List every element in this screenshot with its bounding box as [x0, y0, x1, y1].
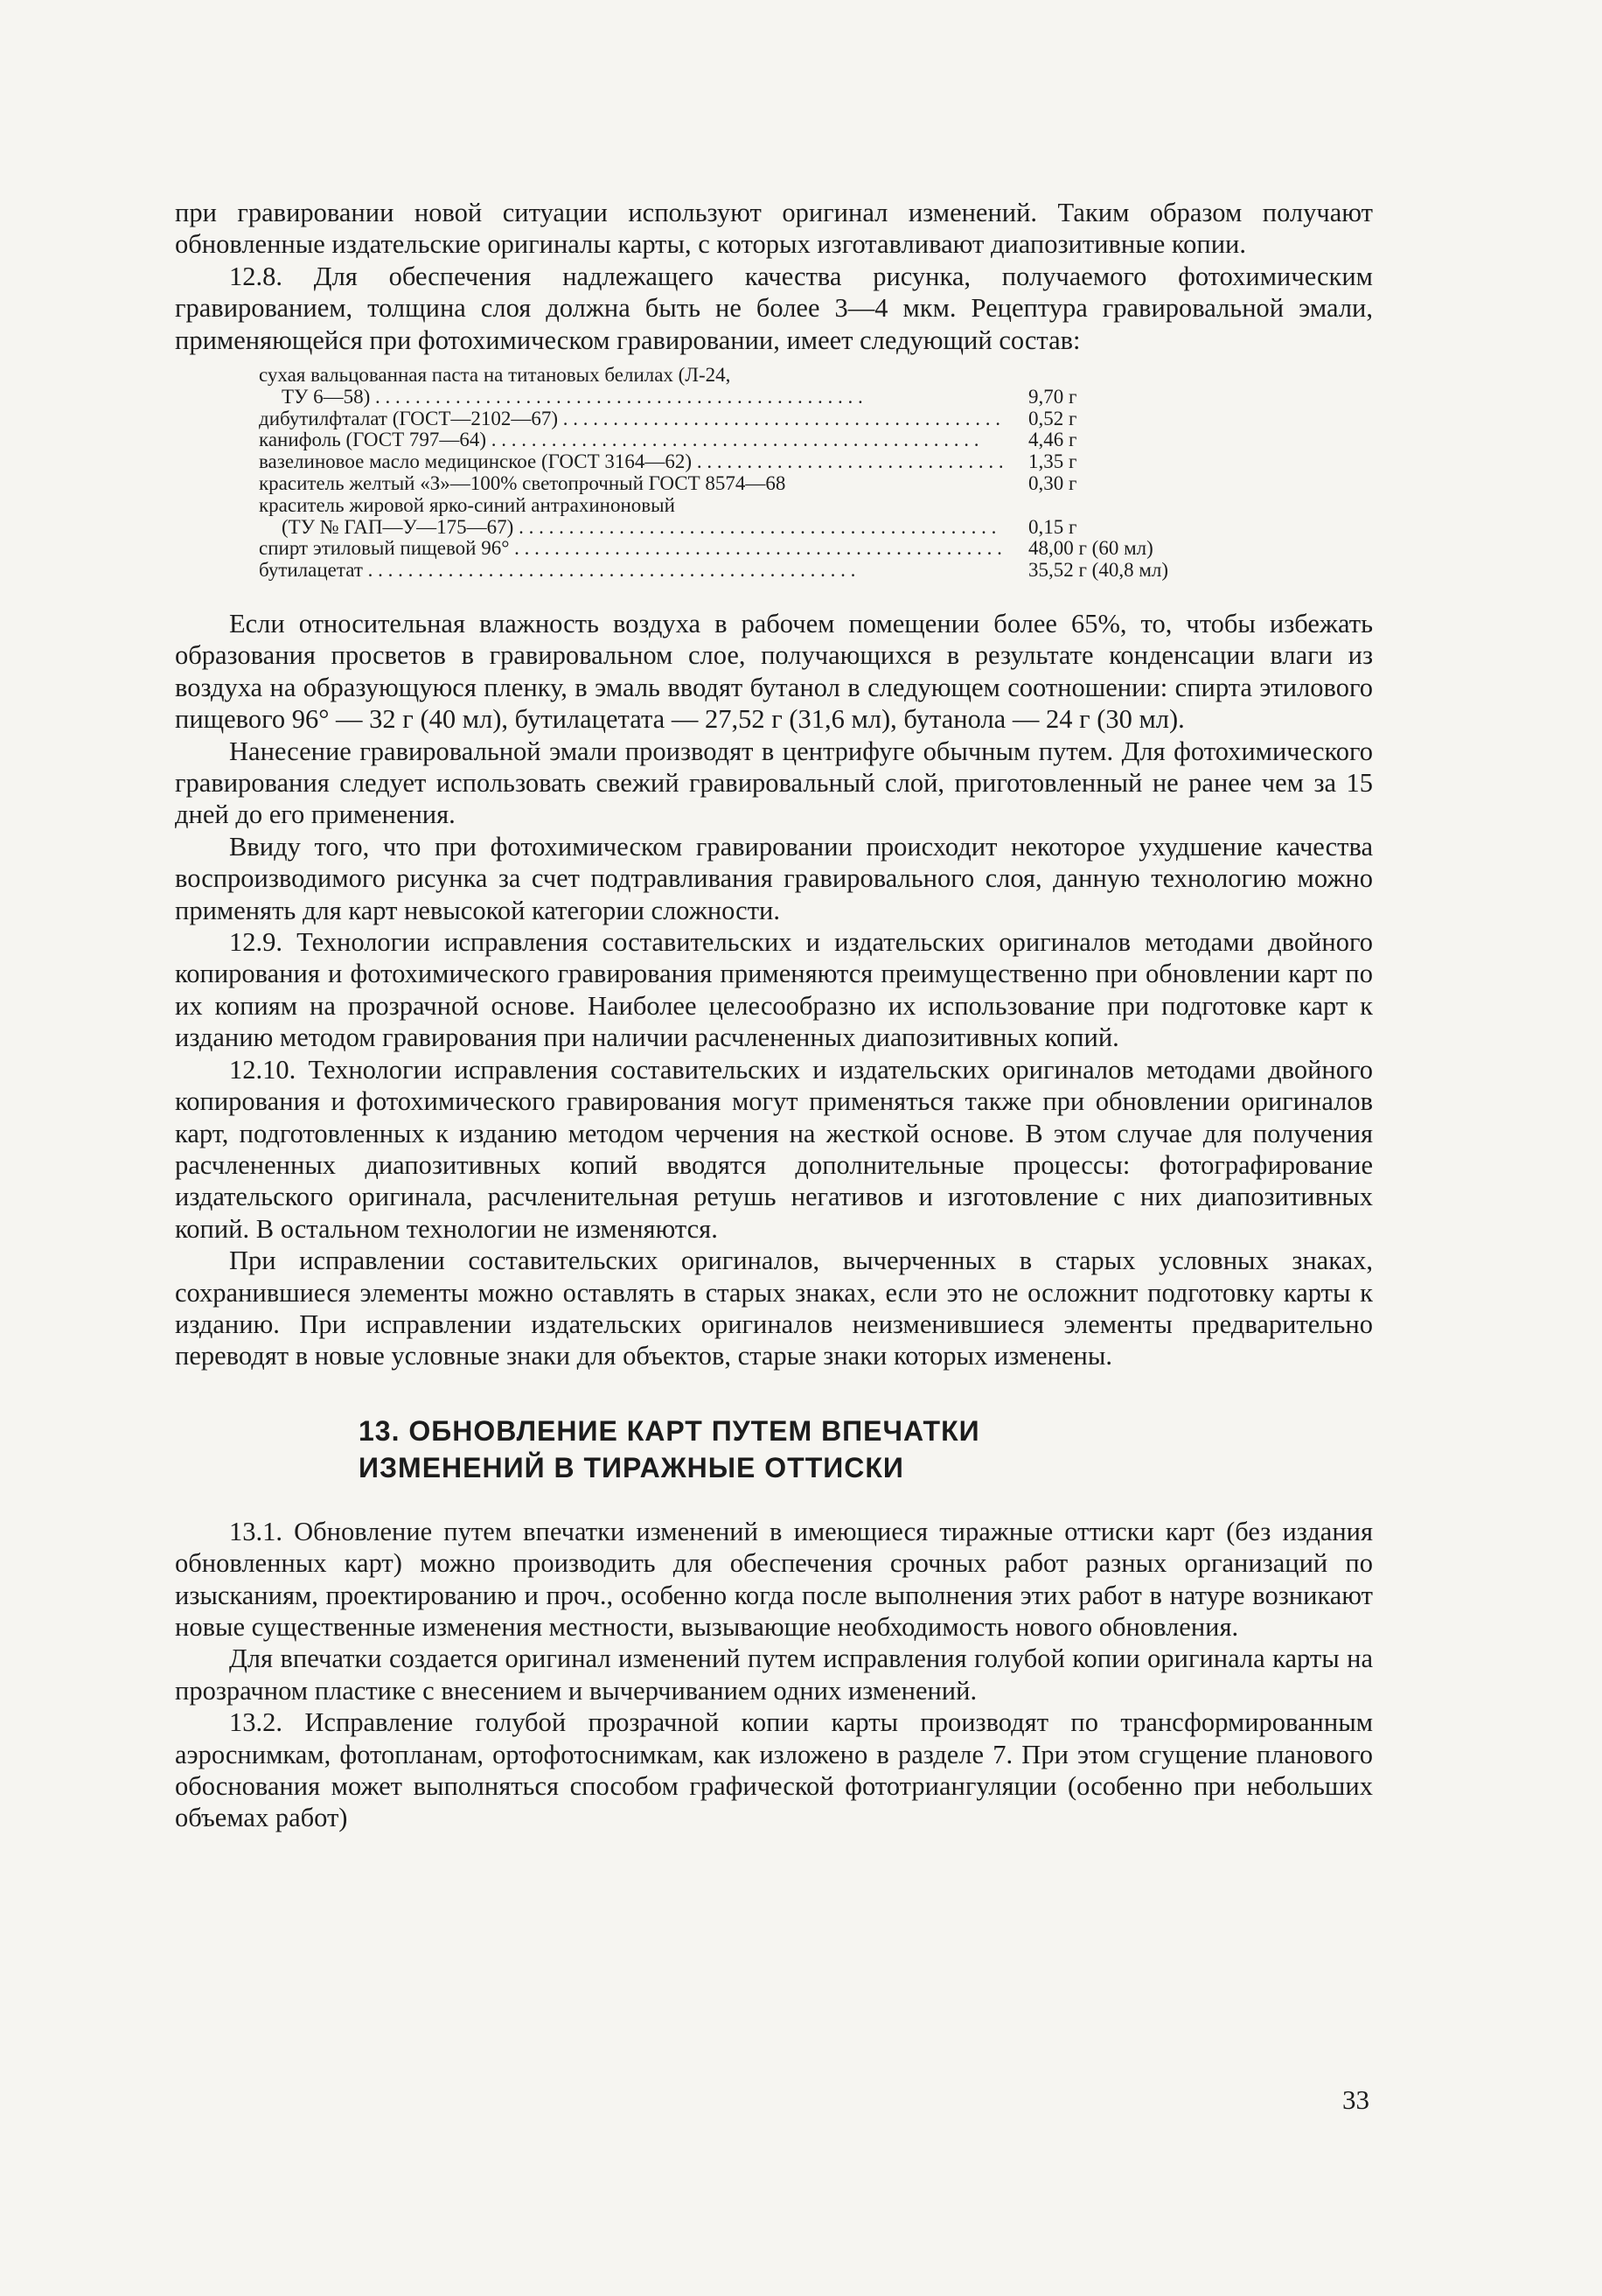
- recipe-row: [259, 473, 1264, 495]
- section-heading-line-2: ИЗМЕНЕНИЙ В ТИРАЖНЫЕ ОТТИСКИ: [359, 1451, 904, 1483]
- recipe-item-amount: 1,35 г: [1028, 450, 1077, 473]
- section-heading-line-1: 13. ОБНОВЛЕНИЕ КАРТ ПУТЕМ ВПЕЧАТКИ: [359, 1414, 980, 1447]
- recipe-table: [259, 365, 1264, 582]
- page-body: [175, 197, 1373, 1834]
- paragraph-imprint-original: Для впечатки создается оригинал изменений путем исправления голубой копии оригинала карты на прозрачном пластике с внесением и вычерчиванием одних изменений.: [175, 1643, 1373, 1706]
- paragraph-12-10: 12.10. Технологии исправления составительских и издательских оригиналов методами двойного копирования и фотохимического гравирования могут применяться также при обновлении оригиналов карт, подготовленных к изданию методом черчения на жесткой основе. В этом случае для получения расчлененных диапозитивных копий вводятся дополнительные процессы: фотографирование издательского оригинала, расчленительная ретушь негативов и изготовление с них диапозитивных копий. В остальном технологии не изменяются.: [175, 1054, 1373, 1244]
- recipe-row: [259, 408, 1264, 430]
- recipe-item-name: вазелиновое масло медицинское (ГОСТ 3164—62) . . .: [259, 451, 1002, 473]
- recipe-item-amount: 0,30 г: [1028, 472, 1077, 495]
- paragraph-12-8: 12.8. Для обеспечения надлежащего качества рисунка, получаемого фотохимическим гравированием, толщина слоя должна быть не более 3—4 мкм. Рецептура гравировальной эмали, применяющейся при фотохимическом гравировании, имеет следующий состав:: [175, 261, 1373, 355]
- recipe-item-amount: 0,52 г: [1028, 407, 1077, 429]
- recipe-row: [259, 495, 1264, 517]
- recipe-item-name: канифоль (ГОСТ 797—64) . . .: [259, 429, 1002, 451]
- page-number: 33: [1342, 2084, 1369, 2115]
- paragraph-continuation: при гравировании новой ситуации используют оригинал изменений. Таким образом получают обновленные издательские оригиналы карты, с которых изготавливают диапозитивные копии.: [175, 198, 1373, 260]
- recipe-item-amount: 9,70 г: [1028, 385, 1077, 408]
- recipe-item-name: (ТУ № ГАП—У—175—67) . . .: [259, 517, 1002, 539]
- paragraph-quality: Ввиду того, что при фотохимическом гравировании происходит некоторое ухудшение качества воспроизводимого рисунка за счет подтравливания гравировального слоя, данную технологию можно применять для карт невысокой категории сложности.: [175, 831, 1373, 925]
- recipe-row: [259, 429, 1264, 451]
- recipe-item-name: бутилацетат . . .: [259, 560, 1002, 582]
- paragraph-13-1: 13.1. Обновление путем впечатки изменений в имеющиеся тиражные оттиски карт (без издания обновленных карт) можно производить для обеспечения срочных работ разных организаций по изысканиям, проектированию и проч., особенно когда после выполнения этих работ в натуре возникают новые существенные изменения местности, вызывающие необходимость нового обновления.: [175, 1516, 1373, 1642]
- recipe-row: [259, 560, 1264, 582]
- recipe-item-name: ТУ 6—58) . . .: [259, 387, 1002, 408]
- recipe-item-name: спирт этиловый пищевой 96° . . .: [259, 538, 1002, 560]
- recipe-item-amount: 4,46 г: [1028, 429, 1077, 451]
- section-heading: [175, 1413, 1373, 1486]
- paragraph-humidity: Если относительная влажность воздуха в рабочем помещении более 65%, то, чтобы избежать образования просветов в гравировальном слое, получающихся в результате конденсации влаги из воздуха на образующуюся пленку, в эмаль вводят бутанол в следующем соотношении: спирта этилового пищевого 96° — 32 г (40 мл), бутилацетата — 27,52 г (31,6 мл), бутанола — 24 г (30 мл).: [175, 609, 1373, 735]
- recipe-item-name: дибутилфталат (ГОСТ—2102—67) . . .: [259, 408, 1002, 430]
- recipe-item-amount: 48,00 г (60 мл): [1028, 537, 1153, 560]
- paragraph-13-2: 13.2. Исправление голубой прозрачной копии карты производят по трансформированным аэроснимкам, фотопланам, ортофотоснимкам, как изложено в разделе 7. При этом сгущение планового обоснования может выполняться способом графической фототриангуляции (особенно при небольших объемах работ): [175, 1707, 1373, 1833]
- paragraph-old-symbols: При исправлении составительских оригиналов, вычерченных в старых условных знаках, сохранившиеся элементы можно оставлять в старых знаках, если это не осложнит подготовку карты к изданию. При исправлении издательских оригиналов неизменившиеся элементы предварительно переводят в новые условные знаки для объектов, старые знаки которых изменены.: [175, 1246, 1373, 1371]
- recipe-item-amount: 35,52 г (40,8 мл): [1028, 559, 1169, 582]
- recipe-row: [259, 365, 1264, 387]
- recipe-row: [259, 517, 1264, 539]
- paragraph-12-9: 12.9. Технологии исправления составительских и издательских оригиналов методами двойного копирования и фотохимического гравирования применяются преимущественно при обновлении карт по их копиям на прозрачной основе. Наиболее целесообразно их использование при подготовке карт к изданию методом гравирования при наличии расчлененных диапозитивных копий.: [175, 927, 1373, 1053]
- recipe-row: [259, 538, 1264, 560]
- paragraph-application: Нанесение гравировальной эмали производят в центрифуге обычным путем. Для фотохимического гравирования следует использовать свежий гравировальный слой, приготовленный не ранее чем за 15 дней до его применения.: [175, 736, 1373, 830]
- recipe-row: [259, 387, 1264, 408]
- recipe-item-name: сухая вальцованная паста на титановых белилах (Л-24,: [259, 365, 731, 387]
- recipe-item-amount: 0,15 г: [1028, 515, 1077, 538]
- recipe-item-name: краситель желтый «З»—100% светопрочный ГОСТ 8574—68: [259, 473, 786, 495]
- recipe-row: [259, 451, 1264, 473]
- recipe-item-name: краситель жировой ярко-синий антрахиноновый: [259, 494, 675, 516]
